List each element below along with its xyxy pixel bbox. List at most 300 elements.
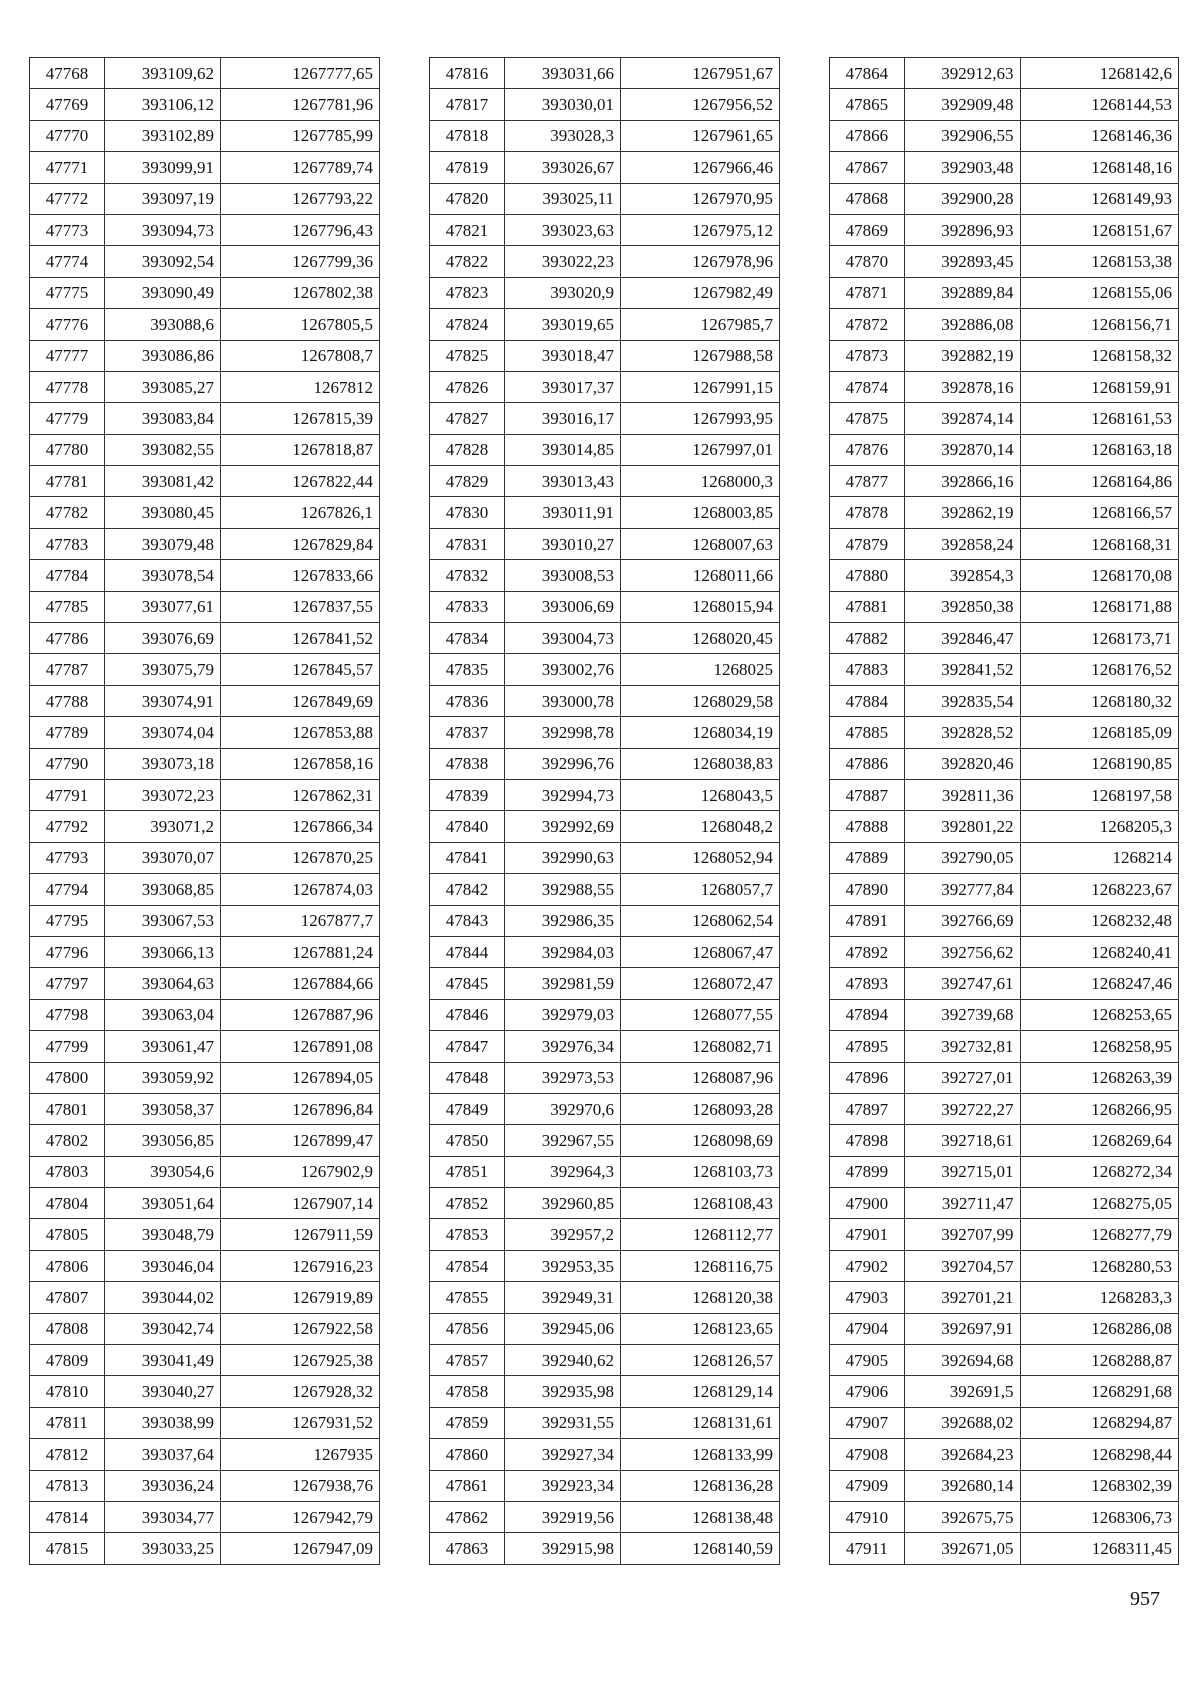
x-coordinate-cell: 392896,93: [904, 214, 1020, 245]
y-coordinate-cell: 1267928,32: [221, 1376, 380, 1407]
y-coordinate-cell: 1268148,16: [1020, 152, 1178, 183]
y-coordinate-cell: 1268298,44: [1020, 1439, 1178, 1470]
table-row: [830, 89, 1179, 120]
table-row: [430, 246, 780, 277]
y-coordinate-cell: 1268057,7: [621, 874, 780, 905]
table-row: [30, 152, 380, 183]
point-number-cell: 47897: [830, 1093, 905, 1124]
y-coordinate-cell: 1267789,74: [221, 152, 380, 183]
table-row: [830, 654, 1179, 685]
y-coordinate-cell: 1268007,63: [621, 528, 780, 559]
x-coordinate-cell: 392909,48: [904, 89, 1020, 120]
table-row: [30, 936, 380, 967]
x-coordinate-cell: 393054,6: [105, 1156, 221, 1187]
x-coordinate-cell: 393016,17: [505, 403, 621, 434]
point-number-cell: 47799: [30, 1031, 105, 1062]
x-coordinate-cell: 393066,13: [105, 936, 221, 967]
table-row: [30, 434, 380, 465]
x-coordinate-cell: 392984,03: [505, 936, 621, 967]
y-coordinate-cell: 1268123,65: [621, 1313, 780, 1344]
table-row: [430, 1313, 780, 1344]
point-number-cell: 47857: [430, 1345, 505, 1376]
x-coordinate-cell: 393011,91: [505, 497, 621, 528]
y-coordinate-cell: 1267853,88: [221, 717, 380, 748]
table-row: [430, 560, 780, 591]
table-row: [830, 1313, 1179, 1344]
y-coordinate-cell: 1267815,39: [221, 403, 380, 434]
point-number-cell: 47776: [30, 309, 105, 340]
point-number-cell: 47791: [30, 779, 105, 810]
x-coordinate-cell: 393041,49: [105, 1345, 221, 1376]
x-coordinate-cell: 393042,74: [105, 1313, 221, 1344]
table-row: [30, 968, 380, 999]
point-number-cell: 47831: [430, 528, 505, 559]
point-number-cell: 47793: [30, 842, 105, 873]
coordinate-table-3: [829, 57, 1179, 1565]
table-row: [30, 748, 380, 779]
y-coordinate-cell: 1268108,43: [621, 1188, 780, 1219]
y-coordinate-cell: 1268176,52: [1020, 654, 1178, 685]
point-number-cell: 47822: [430, 246, 505, 277]
point-number-cell: 47895: [830, 1031, 905, 1062]
point-number-cell: 47828: [430, 434, 505, 465]
point-number-cell: 47802: [30, 1125, 105, 1156]
table-row: [30, 1439, 380, 1470]
point-number-cell: 47780: [30, 434, 105, 465]
x-coordinate-cell: 392739,68: [904, 999, 1020, 1030]
x-coordinate-cell: 392964,3: [505, 1156, 621, 1187]
table-row: [30, 1376, 380, 1407]
x-coordinate-cell: 392675,75: [904, 1501, 1020, 1532]
table-row: [430, 371, 780, 402]
y-coordinate-cell: 1267866,34: [221, 811, 380, 842]
x-coordinate-cell: 392874,14: [904, 403, 1020, 434]
x-coordinate-cell: 392988,55: [505, 874, 621, 905]
y-coordinate-cell: 1268171,88: [1020, 591, 1178, 622]
x-coordinate-cell: 392889,84: [904, 277, 1020, 308]
x-coordinate-cell: 392790,05: [904, 842, 1020, 873]
x-coordinate-cell: 392747,61: [904, 968, 1020, 999]
table-row: [430, 1282, 780, 1313]
point-number-cell: 47910: [830, 1501, 905, 1532]
table-row: [30, 1188, 380, 1219]
x-coordinate-cell: 393106,12: [105, 89, 221, 120]
table-row: [430, 1156, 780, 1187]
table-row: [830, 1407, 1179, 1438]
x-coordinate-cell: 392828,52: [904, 717, 1020, 748]
coordinate-tables: [29, 57, 1179, 1589]
table-row: [830, 1533, 1179, 1564]
y-coordinate-cell: 1268232,48: [1020, 905, 1178, 936]
table-row: [30, 1156, 380, 1187]
table-row: [30, 779, 380, 810]
table-row: [30, 999, 380, 1030]
point-number-cell: 47847: [430, 1031, 505, 1062]
y-coordinate-cell: 1267833,66: [221, 560, 380, 591]
point-number-cell: 47896: [830, 1062, 905, 1093]
x-coordinate-cell: 393092,54: [105, 246, 221, 277]
x-coordinate-cell: 393023,63: [505, 214, 621, 245]
x-coordinate-cell: 393074,04: [105, 717, 221, 748]
table-row: [430, 528, 780, 559]
point-number-cell: 47774: [30, 246, 105, 277]
table-row: [830, 152, 1179, 183]
point-number-cell: 47813: [30, 1470, 105, 1501]
table-row: [430, 1345, 780, 1376]
x-coordinate-cell: 393081,42: [105, 466, 221, 497]
table-row: [30, 403, 380, 434]
table-row: [830, 1156, 1179, 1187]
table-row: [30, 340, 380, 371]
table-row: [830, 999, 1179, 1030]
y-coordinate-cell: 1268136,28: [621, 1470, 780, 1501]
point-number-cell: 47834: [430, 623, 505, 654]
point-number-cell: 47866: [830, 120, 905, 151]
point-number-cell: 47842: [430, 874, 505, 905]
point-number-cell: 47835: [430, 654, 505, 685]
point-number-cell: 47861: [430, 1470, 505, 1501]
x-coordinate-cell: 392704,57: [904, 1250, 1020, 1281]
table-row: [30, 309, 380, 340]
y-coordinate-cell: 1267978,96: [621, 246, 780, 277]
table-row: [430, 1250, 780, 1281]
point-number-cell: 47775: [30, 277, 105, 308]
point-number-cell: 47851: [430, 1156, 505, 1187]
y-coordinate-cell: 1268223,67: [1020, 874, 1178, 905]
x-coordinate-cell: 392756,62: [904, 936, 1020, 967]
x-coordinate-cell: 392811,36: [904, 779, 1020, 810]
point-number-cell: 47785: [30, 591, 105, 622]
table-row: [30, 1345, 380, 1376]
point-number-cell: 47832: [430, 560, 505, 591]
x-coordinate-cell: 393000,78: [505, 685, 621, 716]
x-coordinate-cell: 393080,45: [105, 497, 221, 528]
point-number-cell: 47796: [30, 936, 105, 967]
y-coordinate-cell: 1268034,19: [621, 717, 780, 748]
x-coordinate-cell: 393010,27: [505, 528, 621, 559]
y-coordinate-cell: 1268020,45: [621, 623, 780, 654]
table-row: [30, 1250, 380, 1281]
point-number-cell: 47782: [30, 497, 105, 528]
point-number-cell: 47865: [830, 89, 905, 120]
x-coordinate-cell: 392858,24: [904, 528, 1020, 559]
y-coordinate-cell: 1268185,09: [1020, 717, 1178, 748]
point-number-cell: 47878: [830, 497, 905, 528]
table-row: [830, 1501, 1179, 1532]
x-coordinate-cell: 392940,62: [505, 1345, 621, 1376]
y-coordinate-cell: 1267947,09: [221, 1533, 380, 1564]
y-coordinate-cell: 1267874,03: [221, 874, 380, 905]
table-row: [430, 1031, 780, 1062]
point-number-cell: 47854: [430, 1250, 505, 1281]
point-number-cell: 47801: [30, 1093, 105, 1124]
x-coordinate-cell: 392967,55: [505, 1125, 621, 1156]
y-coordinate-cell: 1268168,31: [1020, 528, 1178, 559]
x-coordinate-cell: 392945,06: [505, 1313, 621, 1344]
point-number-cell: 47868: [830, 183, 905, 214]
x-coordinate-cell: 393077,61: [105, 591, 221, 622]
table-row: [430, 120, 780, 151]
point-number-cell: 47789: [30, 717, 105, 748]
point-number-cell: 47836: [430, 685, 505, 716]
table-row: [830, 1031, 1179, 1062]
point-number-cell: 47886: [830, 748, 905, 779]
x-coordinate-cell: 392866,16: [904, 466, 1020, 497]
point-number-cell: 47790: [30, 748, 105, 779]
y-coordinate-cell: 1268164,86: [1020, 466, 1178, 497]
point-number-cell: 47786: [30, 623, 105, 654]
table-row: [430, 717, 780, 748]
x-coordinate-cell: 392990,63: [505, 842, 621, 873]
point-number-cell: 47862: [430, 1501, 505, 1532]
x-coordinate-cell: 392998,78: [505, 717, 621, 748]
point-number-cell: 47853: [430, 1219, 505, 1250]
point-number-cell: 47844: [430, 936, 505, 967]
y-coordinate-cell: 1268103,73: [621, 1156, 780, 1187]
table-row: [830, 968, 1179, 999]
x-coordinate-cell: 392697,91: [904, 1313, 1020, 1344]
x-coordinate-cell: 392878,16: [904, 371, 1020, 402]
point-number-cell: 47901: [830, 1219, 905, 1250]
table-row: [430, 1501, 780, 1532]
table-row: [830, 779, 1179, 810]
table-row: [830, 497, 1179, 528]
x-coordinate-cell: 393051,64: [105, 1188, 221, 1219]
x-coordinate-cell: 392949,31: [505, 1282, 621, 1313]
point-number-cell: 47826: [430, 371, 505, 402]
table-row: [30, 1533, 380, 1564]
x-coordinate-cell: 393074,91: [105, 685, 221, 716]
table-row: [430, 183, 780, 214]
x-coordinate-cell: 393014,85: [505, 434, 621, 465]
x-coordinate-cell: 393075,79: [105, 654, 221, 685]
table-row: [830, 1345, 1179, 1376]
table-row: [430, 214, 780, 245]
y-coordinate-cell: 1268214: [1020, 842, 1178, 873]
y-coordinate-cell: 1268015,94: [621, 591, 780, 622]
point-number-cell: 47849: [430, 1093, 505, 1124]
x-coordinate-cell: 393109,62: [105, 58, 221, 89]
point-number-cell: 47899: [830, 1156, 905, 1187]
table-row: [430, 1439, 780, 1470]
x-coordinate-cell: 392994,73: [505, 779, 621, 810]
y-coordinate-cell: 1267891,08: [221, 1031, 380, 1062]
y-coordinate-cell: 1267781,96: [221, 89, 380, 120]
x-coordinate-cell: 392870,14: [904, 434, 1020, 465]
table-row: [430, 309, 780, 340]
point-number-cell: 47840: [430, 811, 505, 842]
x-coordinate-cell: 393068,85: [105, 874, 221, 905]
x-coordinate-cell: 393037,64: [105, 1439, 221, 1470]
point-number-cell: 47816: [430, 58, 505, 89]
y-coordinate-cell: 1268048,2: [621, 811, 780, 842]
point-number-cell: 47807: [30, 1282, 105, 1313]
y-coordinate-cell: 1268029,58: [621, 685, 780, 716]
x-coordinate-cell: 393046,04: [105, 1250, 221, 1281]
x-coordinate-cell: 392820,46: [904, 748, 1020, 779]
x-coordinate-cell: 392671,05: [904, 1533, 1020, 1564]
x-coordinate-cell: 392935,98: [505, 1376, 621, 1407]
y-coordinate-cell: 1267870,25: [221, 842, 380, 873]
y-coordinate-cell: 1267988,58: [621, 340, 780, 371]
point-number-cell: 47891: [830, 905, 905, 936]
x-coordinate-cell: 393067,53: [105, 905, 221, 936]
y-coordinate-cell: 1268116,75: [621, 1250, 780, 1281]
table-row: [430, 340, 780, 371]
y-coordinate-cell: 1267961,65: [621, 120, 780, 151]
y-coordinate-cell: 1267777,65: [221, 58, 380, 89]
y-coordinate-cell: 1267975,12: [621, 214, 780, 245]
x-coordinate-cell: 392970,6: [505, 1093, 621, 1124]
x-coordinate-cell: 392715,01: [904, 1156, 1020, 1187]
point-number-cell: 47880: [830, 560, 905, 591]
x-coordinate-cell: 393061,47: [105, 1031, 221, 1062]
x-coordinate-cell: 392903,48: [904, 152, 1020, 183]
point-number-cell: 47824: [430, 309, 505, 340]
point-number-cell: 47888: [830, 811, 905, 842]
y-coordinate-cell: 1267818,87: [221, 434, 380, 465]
point-number-cell: 47869: [830, 214, 905, 245]
point-number-cell: 47856: [430, 1313, 505, 1344]
point-number-cell: 47905: [830, 1345, 905, 1376]
y-coordinate-cell: 1267793,22: [221, 183, 380, 214]
y-coordinate-cell: 1268158,32: [1020, 340, 1178, 371]
x-coordinate-cell: 392915,98: [505, 1533, 621, 1564]
point-number-cell: 47903: [830, 1282, 905, 1313]
x-coordinate-cell: 392766,69: [904, 905, 1020, 936]
point-number-cell: 47893: [830, 968, 905, 999]
y-coordinate-cell: 1268286,08: [1020, 1313, 1178, 1344]
point-number-cell: 47883: [830, 654, 905, 685]
x-coordinate-cell: 393063,04: [105, 999, 221, 1030]
table-row: [430, 152, 780, 183]
table-row: [30, 1470, 380, 1501]
table-row: [30, 905, 380, 936]
table-row: [30, 560, 380, 591]
y-coordinate-cell: 1267896,84: [221, 1093, 380, 1124]
y-coordinate-cell: 1267796,43: [221, 214, 380, 245]
point-number-cell: 47887: [830, 779, 905, 810]
y-coordinate-cell: 1268093,28: [621, 1093, 780, 1124]
point-number-cell: 47902: [830, 1250, 905, 1281]
y-coordinate-cell: 1267991,15: [621, 371, 780, 402]
x-coordinate-cell: 393082,55: [105, 434, 221, 465]
x-coordinate-cell: 393026,67: [505, 152, 621, 183]
table-row: [30, 214, 380, 245]
table-row: [30, 246, 380, 277]
x-coordinate-cell: 392953,35: [505, 1250, 621, 1281]
point-number-cell: 47823: [430, 277, 505, 308]
y-coordinate-cell: 1268126,57: [621, 1345, 780, 1376]
table-row: [30, 623, 380, 654]
y-coordinate-cell: 1268166,57: [1020, 497, 1178, 528]
y-coordinate-cell: 1267938,76: [221, 1470, 380, 1501]
y-coordinate-cell: 1267822,44: [221, 466, 380, 497]
point-number-cell: 47770: [30, 120, 105, 151]
x-coordinate-cell: 393020,9: [505, 277, 621, 308]
y-coordinate-cell: 1267919,89: [221, 1282, 380, 1313]
table-row: [30, 654, 380, 685]
point-number-cell: 47811: [30, 1407, 105, 1438]
x-coordinate-cell: 393008,53: [505, 560, 621, 591]
x-coordinate-cell: 393025,11: [505, 183, 621, 214]
y-coordinate-cell: 1267837,55: [221, 591, 380, 622]
x-coordinate-cell: 392976,34: [505, 1031, 621, 1062]
y-coordinate-cell: 1267802,38: [221, 277, 380, 308]
point-number-cell: 47906: [830, 1376, 905, 1407]
point-number-cell: 47795: [30, 905, 105, 936]
y-coordinate-cell: 1268112,77: [621, 1219, 780, 1250]
x-coordinate-cell: 392850,38: [904, 591, 1020, 622]
table-row: [30, 1031, 380, 1062]
x-coordinate-cell: 392973,53: [505, 1062, 621, 1093]
point-number-cell: 47892: [830, 936, 905, 967]
table-row: [830, 748, 1179, 779]
x-coordinate-cell: 392882,19: [904, 340, 1020, 371]
x-coordinate-cell: 392707,99: [904, 1219, 1020, 1250]
point-number-cell: 47871: [830, 277, 905, 308]
table-row: [430, 58, 780, 89]
y-coordinate-cell: 1268180,32: [1020, 685, 1178, 716]
point-number-cell: 47908: [830, 1439, 905, 1470]
point-number-cell: 47797: [30, 968, 105, 999]
x-coordinate-cell: 393019,65: [505, 309, 621, 340]
table-row: [830, 905, 1179, 936]
table-row: [830, 560, 1179, 591]
y-coordinate-cell: 1268142,6: [1020, 58, 1178, 89]
point-number-cell: 47771: [30, 152, 105, 183]
table-row: [430, 654, 780, 685]
x-coordinate-cell: 393088,6: [105, 309, 221, 340]
x-coordinate-cell: 392900,28: [904, 183, 1020, 214]
point-number-cell: 47873: [830, 340, 905, 371]
y-coordinate-cell: 1267862,31: [221, 779, 380, 810]
table-row: [430, 89, 780, 120]
point-number-cell: 47812: [30, 1439, 105, 1470]
point-number-cell: 47870: [830, 246, 905, 277]
page-number: 957: [1130, 1588, 1160, 1610]
table-row: [430, 1407, 780, 1438]
x-coordinate-cell: 392732,81: [904, 1031, 1020, 1062]
point-number-cell: 47794: [30, 874, 105, 905]
y-coordinate-cell: 1268283,3: [1020, 1282, 1178, 1313]
point-number-cell: 47817: [430, 89, 505, 120]
x-coordinate-cell: 392919,56: [505, 1501, 621, 1532]
table-row: [430, 1533, 780, 1564]
point-number-cell: 47800: [30, 1062, 105, 1093]
y-coordinate-cell: 1268077,55: [621, 999, 780, 1030]
point-number-cell: 47860: [430, 1439, 505, 1470]
point-number-cell: 47806: [30, 1250, 105, 1281]
y-coordinate-cell: 1268311,45: [1020, 1533, 1178, 1564]
point-number-cell: 47889: [830, 842, 905, 873]
point-number-cell: 47808: [30, 1313, 105, 1344]
y-coordinate-cell: 1268087,96: [621, 1062, 780, 1093]
y-coordinate-cell: 1268146,36: [1020, 120, 1178, 151]
table-row: [430, 277, 780, 308]
y-coordinate-cell: 1268306,73: [1020, 1501, 1178, 1532]
point-number-cell: 47852: [430, 1188, 505, 1219]
y-coordinate-cell: 1268062,54: [621, 905, 780, 936]
table-row: [430, 623, 780, 654]
table-row: [430, 1125, 780, 1156]
y-coordinate-cell: 1268247,46: [1020, 968, 1178, 999]
table-row: [30, 1282, 380, 1313]
table-row: [30, 466, 380, 497]
point-number-cell: 47783: [30, 528, 105, 559]
table-row: [830, 1062, 1179, 1093]
table-row: [830, 466, 1179, 497]
